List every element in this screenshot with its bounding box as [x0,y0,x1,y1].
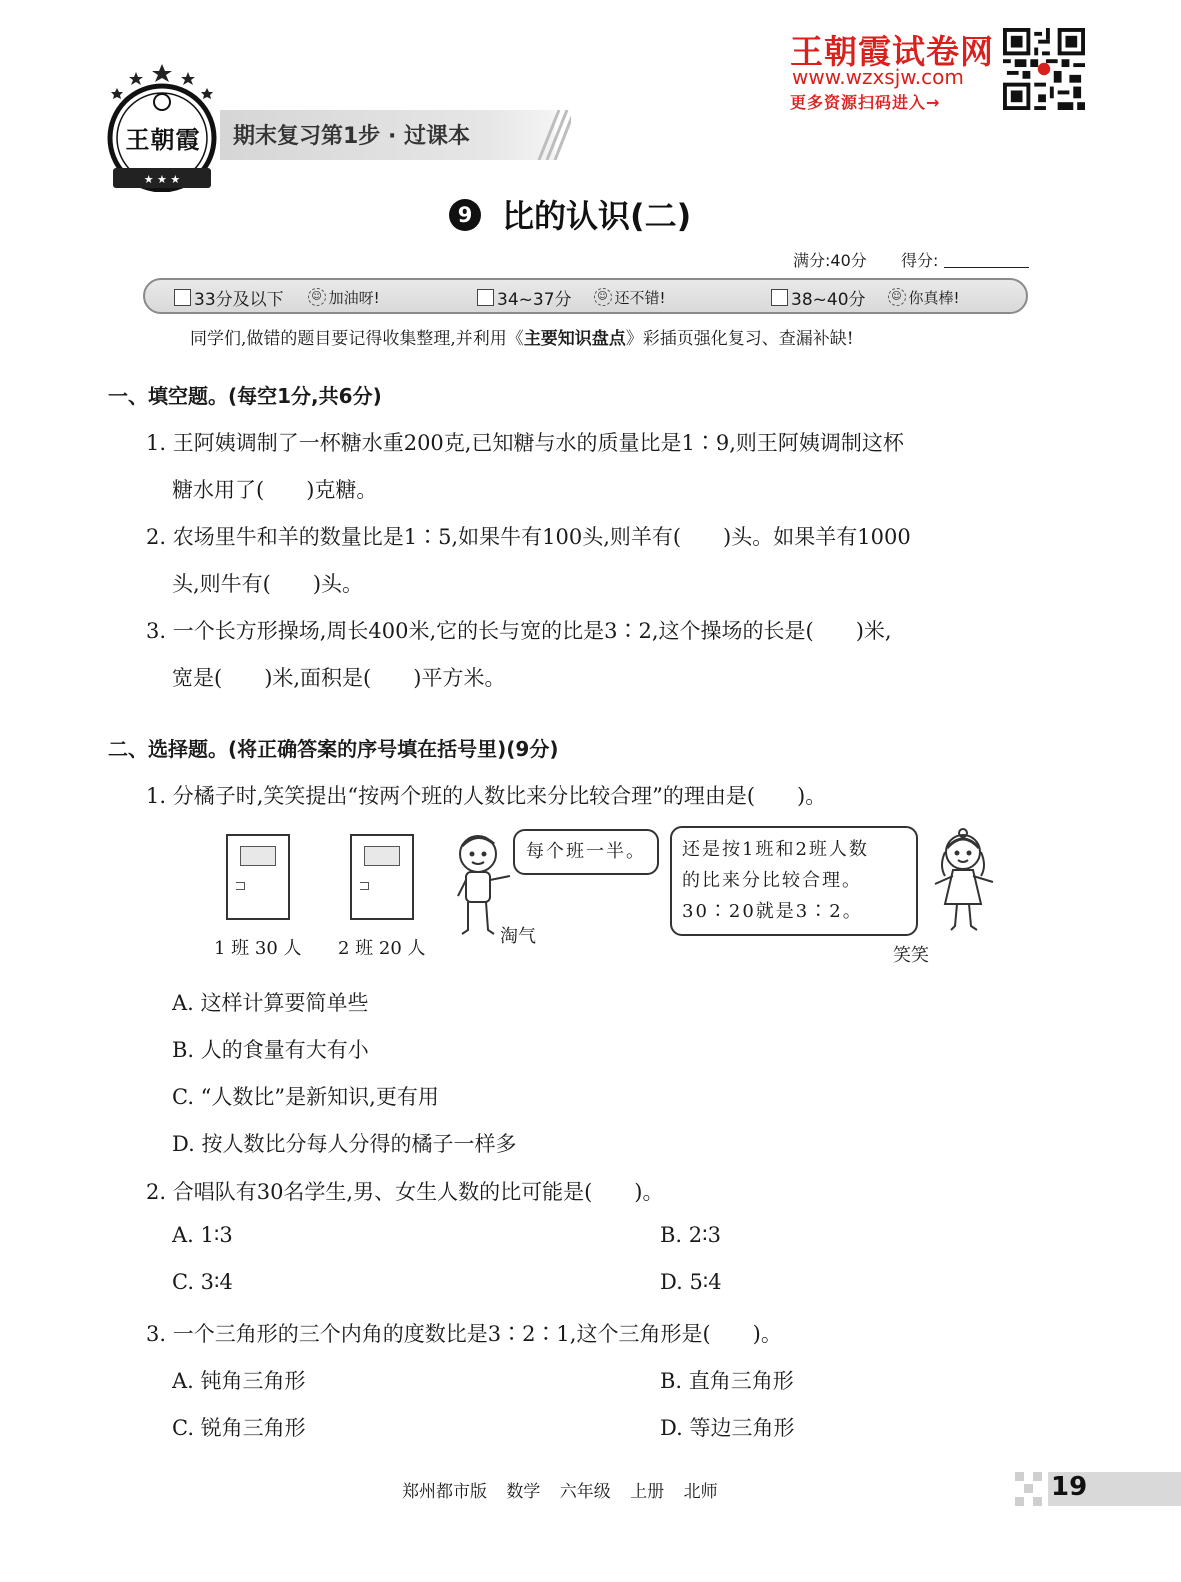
qr-code-icon[interactable] [1003,28,1085,110]
checkbox-icon[interactable] [174,289,191,306]
boy-speech-text: 每个班一半。 [526,841,646,862]
brand-url[interactable]: www.wzxsjw.com [792,65,964,89]
face-icon: ☺ [308,288,326,306]
page-corner-pattern [1015,1472,1045,1506]
grade-level-3 [771,285,960,309]
s1-q3-line-1: 3. 一个长方形操场,周长400米,它的长与宽的比是3∶2,这个操场的长是( )米, [146,619,892,643]
s2-q3-option-b[interactable]: B. 直角三角形 [660,1369,794,1393]
s1-q1-line-1: 1. 王阿姨调制了一杯糖水重200克,已知糖与水的质量比是1∶9,则王阿姨调制这杯 [146,431,904,455]
score-label: 得分: [901,251,939,270]
step-banner-text: 期末复习第1步 · 过课本 [233,124,470,149]
boy-name: 淘气 [500,926,536,947]
grade-range: 38~40分 [791,289,866,310]
lesson-number: 9 [449,199,481,231]
s2-q3-option-a[interactable]: A. 钝角三角形 [172,1369,306,1393]
checkbox-icon[interactable] [477,289,494,306]
svg-text:★ ★ ★: ★ ★ ★ [143,173,181,186]
s2-q2-option-a[interactable]: A. 1∶3 [172,1223,233,1247]
s2-q3-option-d[interactable]: D. 等边三角形 [660,1416,795,1440]
study-note: 同学们,做错的题目要记得收集整理,并利用《主要知识盘点》彩插页强化复习、查漏补缺! [190,329,854,349]
full-score: 满分:40分 [793,251,867,270]
brand-name: 王朝霞试卷网 [790,32,994,71]
door-icon [350,834,414,920]
grade-message: 还不错! [614,288,666,307]
s1-q1-line-2: 糖水用了( )克糖。 [172,478,378,502]
brand-tagline: 更多资源扫码进入→ [790,93,941,112]
s2-q1-option-c[interactable]: C. “人数比”是新知识,更有用 [172,1085,439,1109]
girl-name: 笑笑 [893,945,929,966]
s2-q2-option-b[interactable]: B. 2∶3 [660,1223,721,1247]
grade-range: 33分及以下 [194,289,284,310]
banner-stripes [527,110,571,160]
s1-q3-line-2: 宽是( )米,面积是( )平方米。 [172,666,506,690]
s2-q3-text: 3. 一个三角形的三个内角的度数比是3∶2∶1,这个三角形是( )。 [146,1322,782,1346]
grade-level-2 [477,285,666,309]
girl-speech-line-1: 还是按1班和2班人数 [682,839,869,860]
s1-q2-line-1: 2. 农场里牛和羊的数量比是1∶5,如果牛有100头,则羊有( )头。如果羊有1000 [146,525,911,549]
page-number: 19 [1051,1472,1088,1502]
logo-name: 王朝霞 [125,125,201,154]
face-icon: ☺ [888,288,906,306]
s2-q3-option-c[interactable]: C. 锐角三角形 [172,1416,306,1440]
s2-q1-option-a[interactable]: A. 这样计算要简单些 [172,991,369,1015]
page-title: 比的认识(二) [502,197,692,235]
note-highlight: 主要知识盘点 [523,329,626,349]
s1-q2-line-2: 头,则牛有( )头。 [172,572,364,596]
score-blank[interactable] [944,267,1029,268]
section-1-heading: 一、填空题。(每空1分,共6分) [108,384,382,408]
checkbox-icon[interactable] [771,289,788,306]
grade-message: 你真棒! [908,288,960,307]
s2-q1-text: 1. 分橘子时,笑笑提出“按两个班的人数比来分比较合理”的理由是( )。 [146,784,827,808]
girl-figure-icon [925,826,1000,938]
grade-message: 加油呀! [328,288,380,307]
s2-q2-text: 2. 合唱队有30名学生,男、女生人数的比可能是( )。 [146,1180,664,1204]
grade-range: 34~37分 [497,289,572,310]
s2-q1-option-b[interactable]: B. 人的食量有大有小 [172,1038,369,1062]
grade-level-1 [174,285,380,309]
class-1-caption: 1 班 30 人 [214,938,302,959]
footer-edition: 郑州都市版 数学 六年级 上册 北师 [402,1482,718,1502]
girl-speech-line-3: 30∶20就是3∶2。 [682,901,863,922]
s2-q1-option-d[interactable]: D. 按人数比分每人分得的橘子一样多 [172,1132,517,1156]
section-2-heading: 二、选择题。(将正确答案的序号填在括号里)(9分) [108,737,559,761]
door-icon [226,834,290,920]
class-2-caption: 2 班 20 人 [338,938,426,959]
s2-q2-option-d[interactable]: D. 5∶4 [660,1270,722,1294]
face-icon: ☺ [594,288,612,306]
s2-q2-option-c[interactable]: C. 3∶4 [172,1270,233,1294]
girl-speech-line-2: 的比来分比较合理。 [682,870,862,891]
